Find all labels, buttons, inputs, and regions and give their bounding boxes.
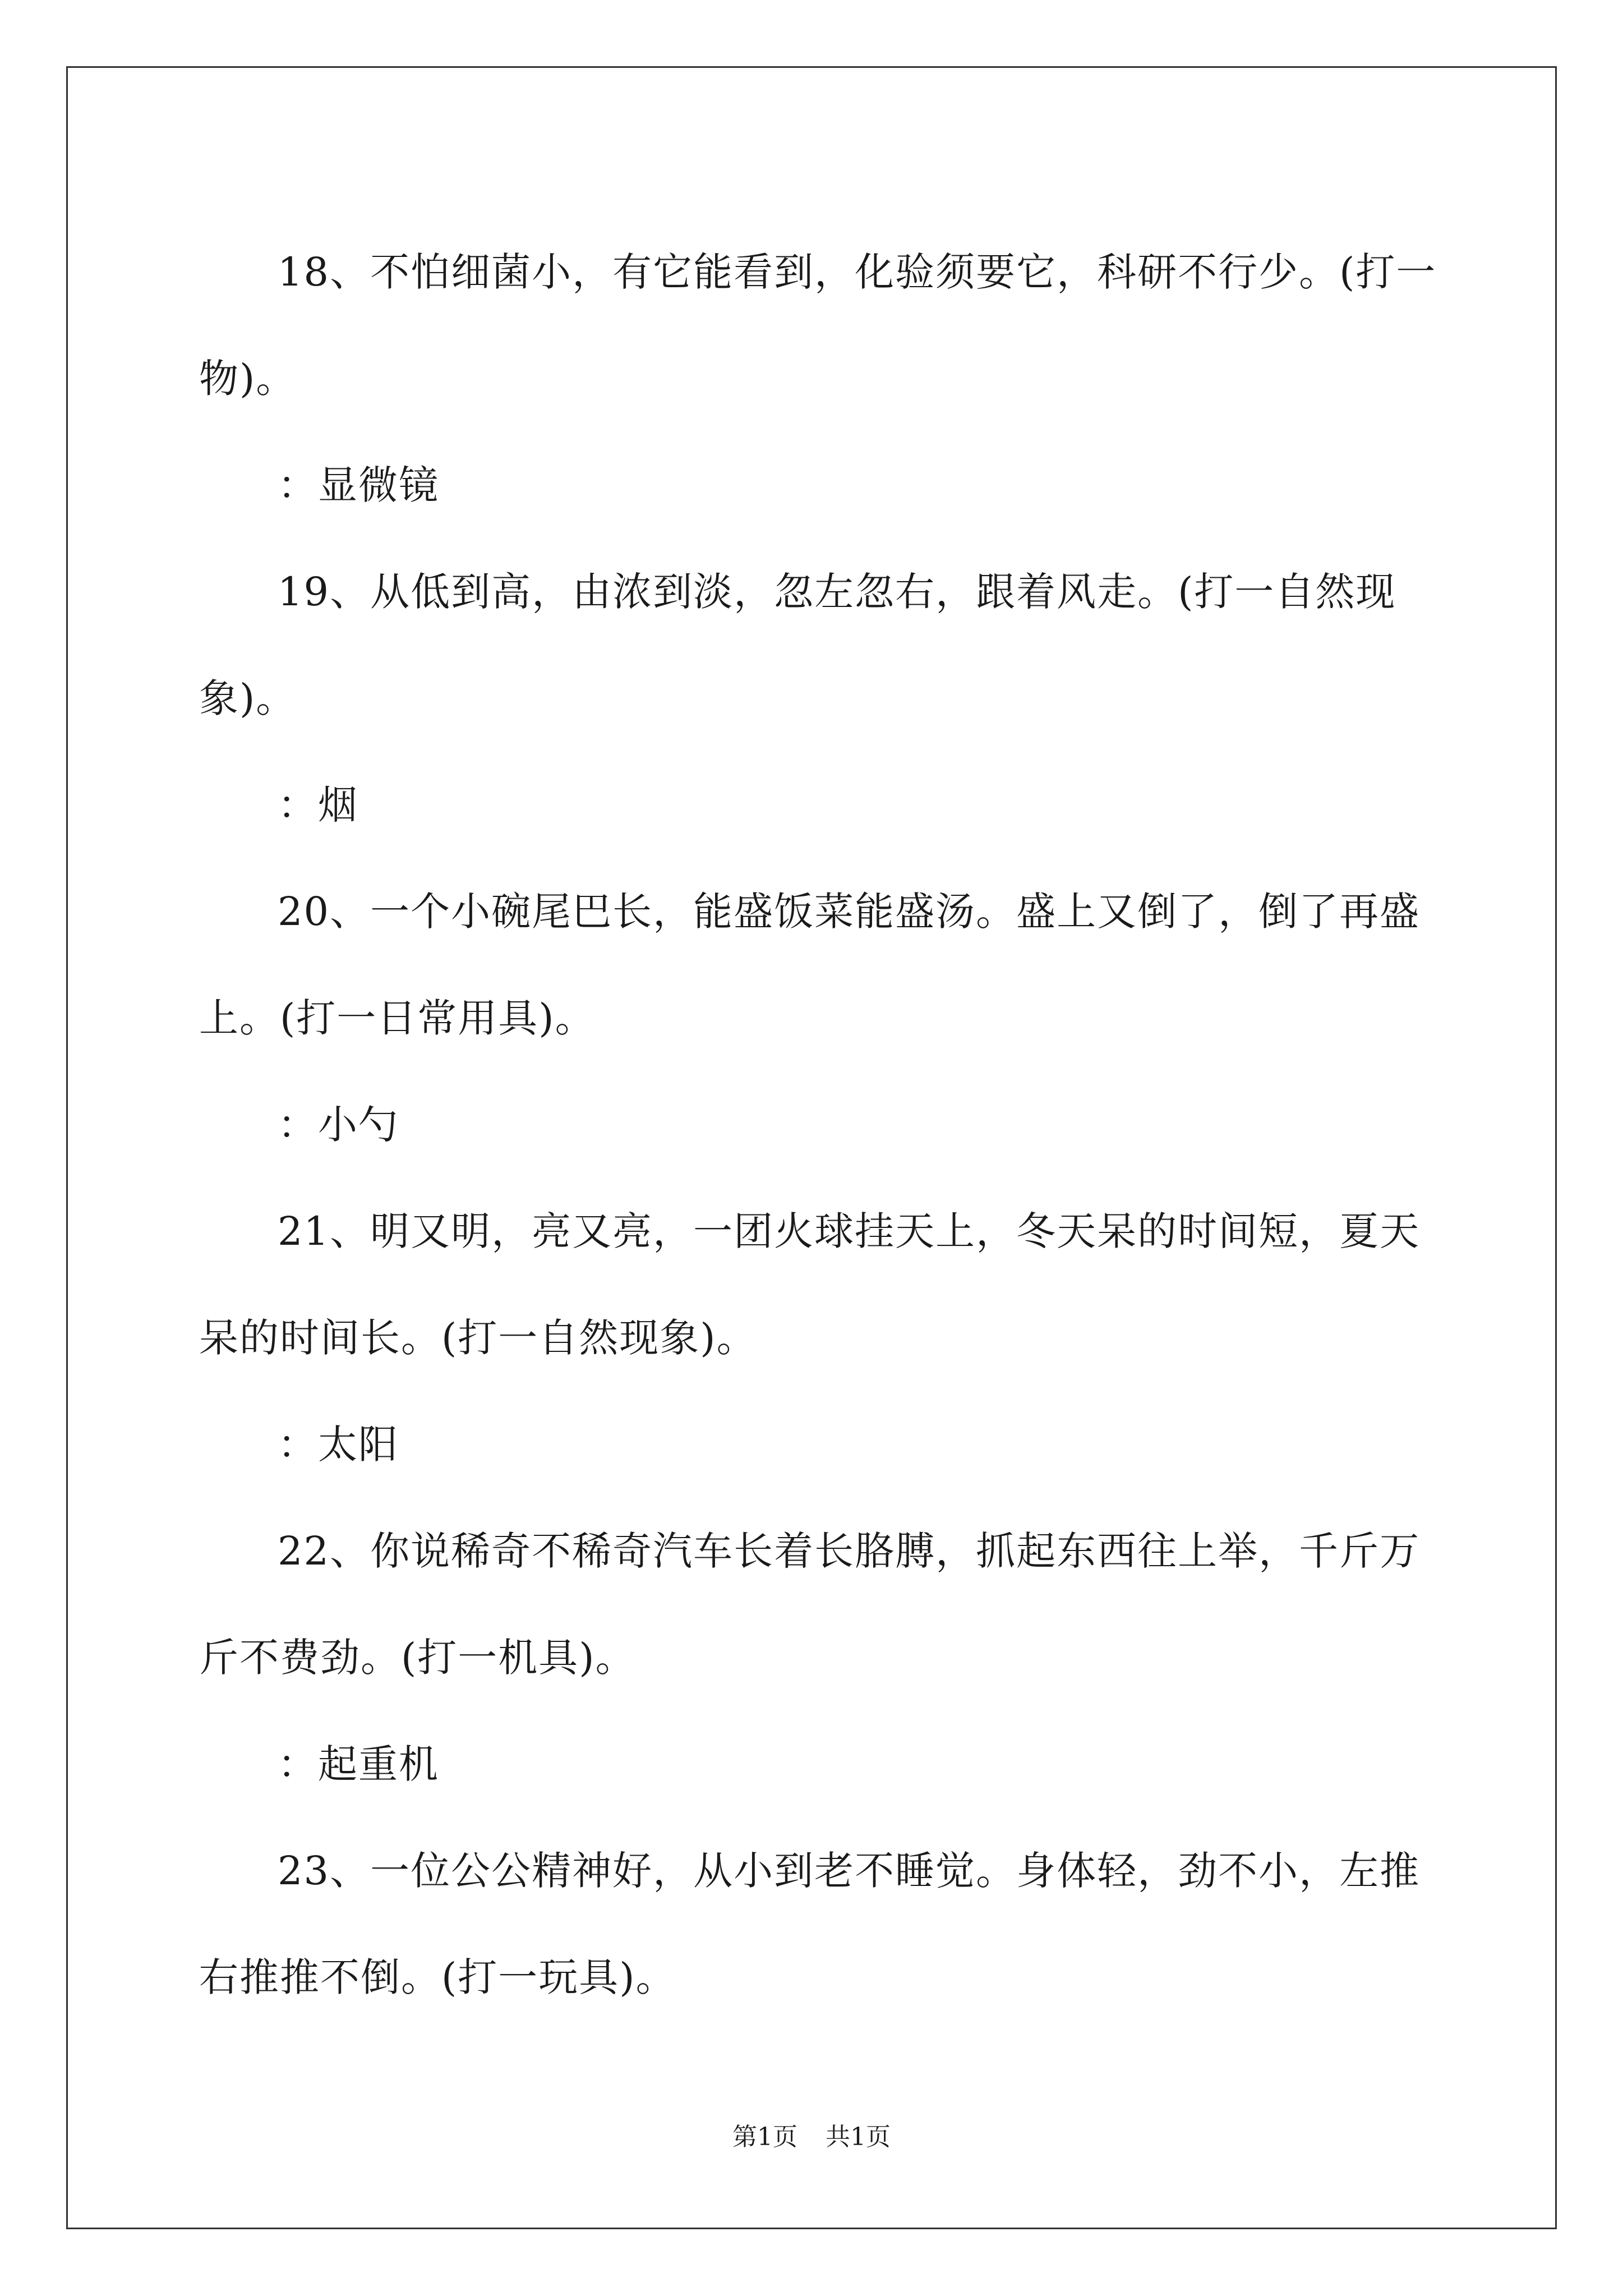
riddle-18-line-2: 物)。 xyxy=(199,356,297,402)
riddle-22-line-1: 22、你说稀奇不稀奇汽车长着长胳膊，抓起东西往上举，千斤万 xyxy=(278,1528,1421,1574)
page-number-current: 第1页 xyxy=(732,2123,797,2151)
riddle-18-line-1: 18、不怕细菌小，有它能看到，化验须要它，科研不行少。(打一 xyxy=(278,249,1437,295)
riddle-21-answer: ：太阳 xyxy=(278,1421,399,1467)
riddle-19-line-1: 19、从低到高，由浓到淡，忽左忽右，跟着风走。(打一自然现 xyxy=(278,569,1396,615)
riddle-19-answer: ：烟 xyxy=(278,782,358,828)
riddle-20-line-1: 20、一个小碗尾巴长，能盛饭菜能盛汤。盛上又倒了，倒了再盛 xyxy=(278,889,1421,935)
riddle-20-line-2: 上。(打一日常用具)。 xyxy=(199,995,596,1041)
riddle-19-line-2: 象)。 xyxy=(199,675,297,721)
page-number-total: 共1页 xyxy=(826,2123,891,2151)
riddle-23-line-2: 右推推不倒。(打一玩具)。 xyxy=(199,1954,676,2000)
riddle-18-answer: ：显微镜 xyxy=(278,462,439,508)
riddle-23-line-1: 23、一位公公精神好，从小到老不睡觉。身体轻，劲不小，左推 xyxy=(278,1848,1421,1894)
riddle-21-line-2: 呆的时间长。(打一自然现象)。 xyxy=(199,1315,757,1361)
riddle-22-answer: ：起重机 xyxy=(278,1741,439,1787)
riddle-22-line-2: 斤不费劲。(打一机具)。 xyxy=(199,1635,636,1681)
riddle-21-line-1: 21、明又明，亮又亮，一团火球挂天上，冬天呆的时间短，夏天 xyxy=(278,1208,1421,1254)
document-body xyxy=(199,219,1437,2031)
riddle-20-answer: ：小勺 xyxy=(278,1102,399,1148)
page-footer xyxy=(0,2120,1623,2154)
